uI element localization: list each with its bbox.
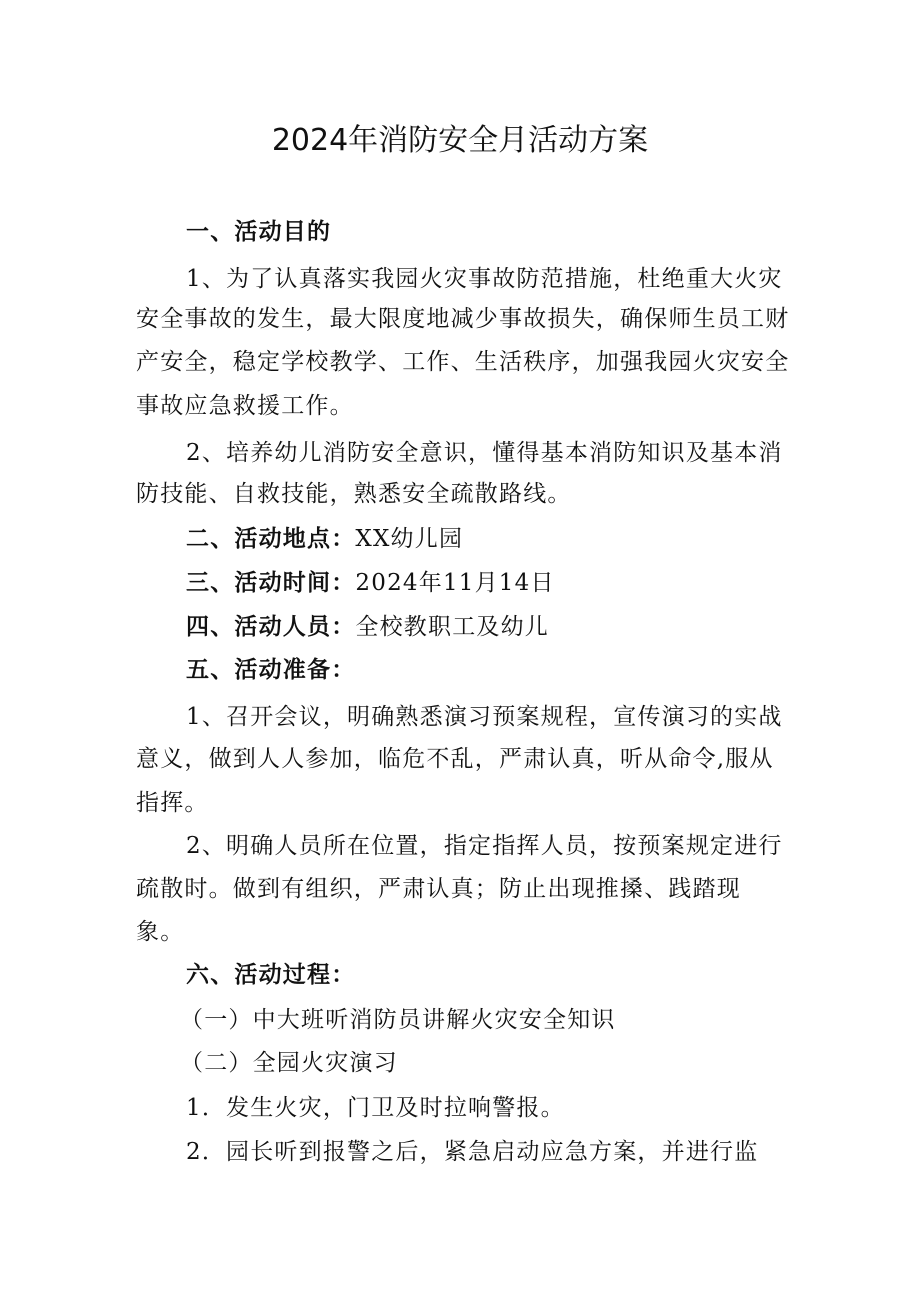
paragraph-line: 事故应急救援工作。 bbox=[136, 393, 354, 419]
paragraph-line: 2、培养幼儿消防安全意识，懂得基本消防知识及基本消 bbox=[186, 440, 783, 466]
subsection-line: （一）中大班听消防员讲解火灾安全知识 bbox=[180, 1007, 616, 1033]
paragraph-line: 象。 bbox=[136, 919, 185, 945]
personnel-value: 全校教职工及幼儿 bbox=[355, 614, 550, 640]
section-personnel bbox=[186, 610, 549, 644]
paragraph-line: 指挥。 bbox=[136, 790, 209, 816]
section-heading-purpose: 一、活动目的 bbox=[186, 218, 332, 245]
paragraph-line: 疏散时。做到有组织，严肃认真；防止出现推搡、践踏现 bbox=[136, 876, 741, 902]
section-heading-personnel: 四、活动人员： bbox=[186, 613, 356, 640]
paragraph-line: 防技能、自救技能，熟悉安全疏散路线。 bbox=[136, 481, 572, 507]
paragraph-line: 产安全，稳定学校教学、工作、生活秩序，加强我园火灾安全 bbox=[136, 349, 790, 375]
paragraph-line: 1、为了认真落实我园火灾事故防范措施，杜绝重大火灾 bbox=[186, 266, 783, 292]
time-value: 2024年11月14日 bbox=[355, 570, 555, 596]
paragraph-line: 意义，做到人人参加，临危不乱，严肃认真，听从命令,服从 bbox=[136, 746, 774, 772]
section-location bbox=[186, 522, 463, 556]
section-heading-time: 三、活动时间： bbox=[186, 569, 356, 596]
section-time bbox=[186, 566, 555, 600]
paragraph-line: 2、明确人员所在位置，指定指挥人员，按预案规定进行 bbox=[186, 833, 783, 859]
subsection-line: （二）全园火灾演习 bbox=[180, 1050, 398, 1076]
section-heading-process: 六、活动过程： bbox=[186, 961, 356, 988]
paragraph-line: 安全事故的发生，最大限度地减少事故损失，确保师生员工财 bbox=[136, 306, 790, 332]
paragraph-line: 2．园长听到报警之后，紧急启动应急方案，并进行监 bbox=[186, 1139, 759, 1165]
paragraph-line: 1、召开会议，明确熟悉演习预案规程，宣传演习的实战 bbox=[186, 704, 783, 730]
section-heading-location: 二、活动地点： bbox=[186, 525, 356, 552]
document-title: 2024年消防安全月活动方案 bbox=[271, 123, 649, 158]
location-value: XX幼儿园 bbox=[355, 526, 464, 552]
section-heading-preparation: 五、活动准备： bbox=[186, 656, 356, 683]
paragraph-line: 1．发生火灾，门卫及时拉响警报。 bbox=[186, 1095, 565, 1121]
